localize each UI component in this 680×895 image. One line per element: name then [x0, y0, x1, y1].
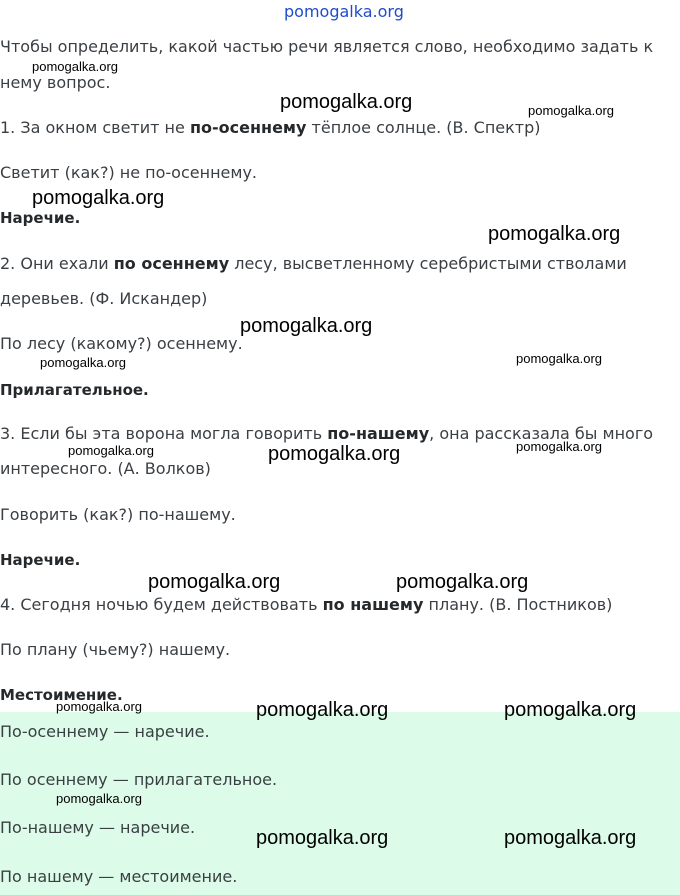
- watermark: pomogalka.org: [504, 699, 637, 721]
- watermark: pomogalka.org: [256, 699, 389, 721]
- summary-item-1: По-осеннему — наречие.: [0, 722, 210, 741]
- example-2-keyword: по осеннему: [113, 254, 230, 273]
- example-3-text-end: , она рассказала бы много: [429, 424, 654, 443]
- example-4-keyword: по нашему: [322, 595, 424, 614]
- example-2-sentence-cont: деревьев. (Ф. Искандер): [0, 289, 208, 308]
- example-1-keyword: по-осеннему: [189, 118, 307, 137]
- watermark: pomogalka.org: [148, 571, 281, 593]
- example-2-question: По лесу (какому?) осеннему.: [0, 334, 243, 353]
- watermark: pomogalka.org: [488, 223, 621, 245]
- intro-line-2: нему вопрос.: [0, 73, 111, 92]
- summary-item-4: По нашему — местоимение.: [0, 867, 238, 886]
- example-1-question: Светит (как?) не по-осеннему.: [0, 163, 257, 182]
- example-4-sentence: [0, 595, 680, 615]
- watermark: pomogalka.org: [284, 2, 404, 21]
- watermark: pomogalka.org: [396, 571, 529, 593]
- example-1-text: 1. За окном светит не: [0, 118, 190, 137]
- watermark: pomogalka.org: [240, 315, 373, 337]
- watermark: pomogalka.org: [280, 91, 413, 113]
- example-2-text: 2. Они ехали: [0, 254, 114, 273]
- watermark: pomogalka.org: [40, 355, 126, 370]
- summary-item-2: По осеннему — прилагательное.: [0, 770, 278, 789]
- watermark: pomogalka.org: [268, 443, 401, 465]
- example-3-answer: Наречие.: [0, 551, 81, 569]
- watermark: pomogalka.org: [516, 351, 602, 366]
- example-4-question: По плану (чьему?) нашему.: [0, 640, 231, 659]
- example-3-text: 3. Если бы эта ворона могла говорить: [0, 424, 328, 443]
- example-4-answer: Местоимение.: [0, 686, 123, 704]
- example-2-text-end: лесу, высветленному серебристыми стволами: [229, 254, 627, 273]
- watermark: pomogalka.org: [516, 439, 602, 454]
- watermark: pomogalka.org: [256, 827, 389, 849]
- intro-line-1: Чтобы определить, какой частью речи является слово, необходимо задать к: [0, 37, 654, 56]
- watermark: pomogalka.org: [32, 59, 118, 74]
- example-1-text-end: тёплое солнце. (В. Спектр): [306, 118, 541, 137]
- watermark: pomogalka.org: [56, 791, 142, 806]
- watermark: pomogalka.org: [32, 187, 165, 209]
- example-1-answer: Наречие.: [0, 209, 81, 227]
- watermark: pomogalka.org: [68, 443, 154, 458]
- watermark: pomogalka.org: [528, 103, 614, 118]
- example-4-text-end: плану. (В. Постников): [423, 595, 613, 614]
- example-1-sentence: [0, 118, 680, 138]
- example-2-sentence: [0, 254, 680, 274]
- watermark: pomogalka.org: [504, 827, 637, 849]
- example-4-text: 4. Сегодня ночью будем действовать: [0, 595, 323, 614]
- watermark: pomogalka.org: [56, 699, 142, 714]
- example-3-question: Говорить (как?) по-нашему.: [0, 505, 236, 524]
- example-3-keyword: по-нашему: [327, 424, 430, 443]
- summary-item-3: По-нашему — наречие.: [0, 818, 196, 837]
- example-3-sentence-cont: интересного. (А. Волков): [0, 459, 211, 478]
- example-2-answer: Прилагательное.: [0, 381, 149, 399]
